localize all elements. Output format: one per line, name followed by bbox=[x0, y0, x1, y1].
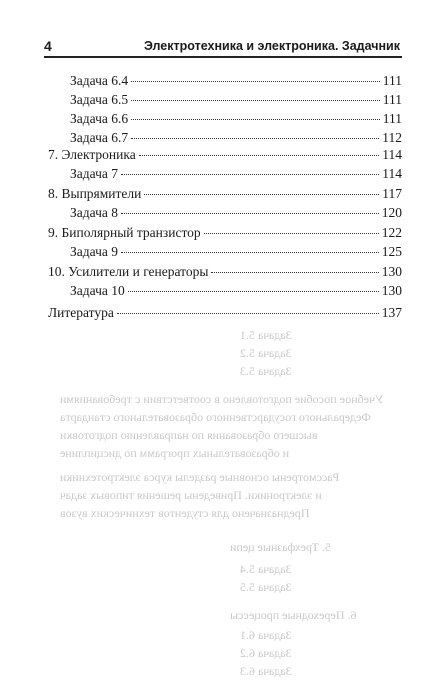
dot-leader bbox=[139, 155, 380, 156]
toc-entry-label: Задача 6.7 bbox=[70, 130, 129, 145]
show-through-background: Задача 5.1 Задача 5.2 Задача 5.3 Учебное пособие подготовлено в соответствии с требованиями Федерального государственного образовательного стандарта высшего образования по направлению подготовки и образовательных программ по дисциплине Рассмотрены основные разделы курса электротехники и электроники. Приведены решения типовых задач Предназначено для студентов технических вузов 5. Трехфазные цепи Задача 5.4 Задача 5.5 6. Переходные процессы Задача 6.1 Задача 6.2 Задача 6.3 bbox=[60, 328, 384, 678]
toc-entry-label: 10. Усилители и генераторы bbox=[48, 264, 209, 279]
dot-leader bbox=[121, 174, 379, 175]
dot-leader bbox=[121, 252, 379, 253]
toc-entry-page: 111 bbox=[382, 111, 402, 126]
toc-entry[interactable] bbox=[48, 185, 402, 203]
toc-entry-label: Задача 6.6 bbox=[70, 111, 129, 126]
dot-leader bbox=[131, 119, 380, 120]
dot-leader bbox=[128, 291, 379, 292]
dot-leader bbox=[144, 194, 379, 195]
toc-entry-label: Задача 10 bbox=[70, 283, 125, 298]
toc-entry-page: 114 bbox=[382, 147, 402, 162]
running-header bbox=[44, 34, 402, 58]
toc-entry-label: 8. Выпрямители bbox=[48, 186, 142, 201]
toc-entry[interactable] bbox=[70, 204, 402, 222]
toc-entry-label: 9. Биполярный транзистор bbox=[48, 225, 201, 240]
toc-entry-label: Задача 8 bbox=[70, 205, 118, 220]
toc-entry[interactable] bbox=[70, 243, 402, 261]
dot-leader bbox=[131, 81, 380, 82]
toc-entry-page: 117 bbox=[382, 186, 402, 201]
toc-entry[interactable] bbox=[48, 263, 402, 281]
toc-entry[interactable] bbox=[70, 72, 402, 90]
toc-entry[interactable] bbox=[48, 224, 402, 242]
toc-entry-label: Литература bbox=[48, 305, 114, 320]
dot-leader bbox=[117, 313, 379, 314]
toc-entry[interactable] bbox=[48, 146, 402, 164]
toc-entry[interactable] bbox=[70, 165, 402, 183]
toc-entry-label: 7. Электроника bbox=[48, 147, 136, 162]
toc-entry-page: 130 bbox=[381, 264, 402, 279]
toc-entry[interactable] bbox=[70, 282, 402, 300]
dot-leader bbox=[121, 213, 379, 214]
dot-leader bbox=[211, 272, 378, 273]
toc-entry-label: Задача 7 bbox=[70, 166, 118, 181]
toc-entry[interactable] bbox=[70, 129, 402, 147]
toc-entry-label: Задача 6.4 bbox=[70, 73, 129, 88]
toc-entry-page: 125 bbox=[381, 244, 402, 259]
toc-entry[interactable] bbox=[70, 91, 402, 109]
page-number: 4 bbox=[44, 38, 52, 54]
toc-entry-page: 112 bbox=[382, 130, 402, 145]
dot-leader bbox=[131, 138, 379, 139]
toc-entry[interactable] bbox=[70, 110, 402, 128]
toc-entry-page: 111 bbox=[382, 92, 402, 107]
dot-leader bbox=[204, 233, 379, 234]
toc-entry-label: Задача 9 bbox=[70, 244, 118, 259]
toc-entry-page: 114 bbox=[382, 166, 402, 181]
dot-leader bbox=[131, 100, 380, 101]
toc-entry-page: 120 bbox=[381, 205, 402, 220]
toc-entry-page: 137 bbox=[381, 305, 402, 320]
toc-entry-label: Задача 6.5 bbox=[70, 92, 129, 107]
toc-entry-page: 122 bbox=[381, 225, 402, 240]
toc-entry-page: 130 bbox=[381, 283, 402, 298]
toc-entry[interactable] bbox=[48, 304, 402, 322]
running-title: Электротехника и электроника. Задачник bbox=[143, 39, 400, 53]
toc-entry-page: 111 bbox=[382, 73, 402, 88]
